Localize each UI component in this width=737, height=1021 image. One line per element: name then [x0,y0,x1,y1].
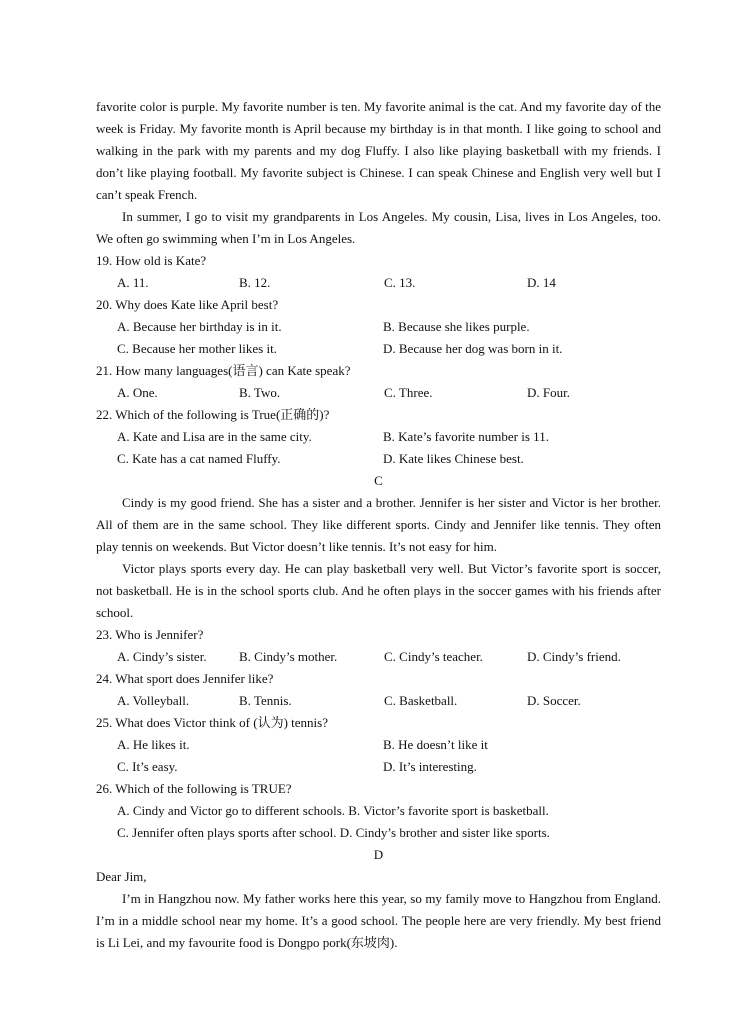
option-d: D. Because her dog was born in it. [383,341,563,356]
option-b: B. Because she likes purple. [383,319,530,334]
option-a: A. Cindy’s sister. [117,649,207,664]
option-b: B. He doesn’t like it [383,737,488,752]
option-d: D. It’s interesting. [383,759,477,774]
question-23-options [96,646,661,668]
option-b: B. Two. [239,385,281,400]
option-a: A. 11. [117,275,149,290]
option-c: C. Three. [384,385,433,400]
question-23: 23. Who is Jennifer? [96,627,204,642]
question-25-options-row-2 [96,756,661,778]
option-a: A. Kate and Lisa are in the same city. [117,429,312,444]
option-c: C. Basketball. [384,693,458,708]
option-d: D. Soccer. [527,693,581,708]
question-25: 25. What does Victor think of (认为) tennis? [96,715,328,730]
question-22-options-row-2 [96,448,661,470]
option-d: D. Cindy’s friend. [527,649,621,664]
section-d-heading: D [373,847,384,862]
option-c: C. It’s easy. [117,759,178,774]
section-d-paragraph-1: I’m in Hangzhou now. My father works here this year, so my family move to Hangzhou from England. I’m in a middle school near my home. It’s a good school. The people here are very friendly. My best friend is Li Lei, and my favourite food is Dongpo pork(东坡肉). [96,891,661,950]
option-a: A. Because her birthday is in it. [117,319,282,334]
section-c-paragraph-2: Victor plays sports every day. He can play basketball very well. But Victor’s favorite sport is soccer, not basketball. He is in the school sports club. And he often plays in the soccer games with his friends after school. [96,561,661,620]
option-b: B. 12. [239,275,271,290]
question-19: 19. How old is Kate? [96,253,207,268]
question-20-options-row-2 [96,338,661,360]
option-d: D. Kate likes Chinese best. [383,451,524,466]
question-20-options-row-1 [96,316,661,338]
question-26: 26. Which of the following is TRUE? [96,781,292,796]
question-26-options-line-2: C. Jennifer often plays sports after school. D. Cindy’s brother and sister like sports. [117,825,550,840]
option-b: B. Tennis. [239,693,292,708]
passage-b-paragraph-1: favorite color is purple. My favorite number is ten. My favorite animal is the cat. And my favorite day of the week is Friday. My favorite month is April because my birthday is in that month. I like going to school and walking in the park with my parents and my dog Fluffy. I also like playing basketball with my friends. I don’t like playing football. My favorite subject is Chinese. I can speak Chinese and English very well but I can’t speak French. [96,99,661,202]
option-b: B. Cindy’s mother. [239,649,338,664]
option-c: C. 13. [384,275,416,290]
option-b: B. Kate’s favorite number is 11. [383,429,549,444]
question-25-options-row-1 [96,734,661,756]
option-a: A. He likes it. [117,737,190,752]
option-a: A. Volleyball. [117,693,190,708]
option-c: C. Because her mother likes it. [117,341,277,356]
section-c-heading: C [374,473,383,488]
option-a: A. One. [117,385,158,400]
exam-page [96,96,661,954]
question-19-options [96,272,661,294]
option-d: D. Four. [527,385,570,400]
letter-salutation: Dear Jim, [96,869,147,884]
question-24: 24. What sport does Jennifer like? [96,671,274,686]
section-c-paragraph-1: Cindy is my good friend. She has a sister and a brother. Jennifer is her sister and Victor is her brother. All of them are in the same school. They like different sports. Cindy and Jennifer like tennis. They often play tennis on weekends. But Victor doesn’t like tennis. It’s not easy for him. [96,495,661,554]
question-21-options [96,382,661,404]
option-d: D. 14 [527,275,556,290]
question-22: 22. Which of the following is True(正确的)? [96,407,330,422]
passage-b-paragraph-2: In summer, I go to visit my grandparents in Los Angeles. My cousin, Lisa, lives in Los Angeles, too. We often go swimming when I’m in Los Angeles. [96,209,661,246]
question-26-options-line-1: A. Cindy and Victor go to different schools. B. Victor’s favorite sport is basketball. [117,803,549,818]
option-c: C. Kate has a cat named Fluffy. [117,451,281,466]
question-22-options-row-1 [96,426,661,448]
question-21: 21. How many languages(语言) can Kate speak? [96,363,351,378]
option-c: C. Cindy’s teacher. [384,649,483,664]
question-20: 20. Why does Kate like April best? [96,297,279,312]
question-24-options [96,690,661,712]
